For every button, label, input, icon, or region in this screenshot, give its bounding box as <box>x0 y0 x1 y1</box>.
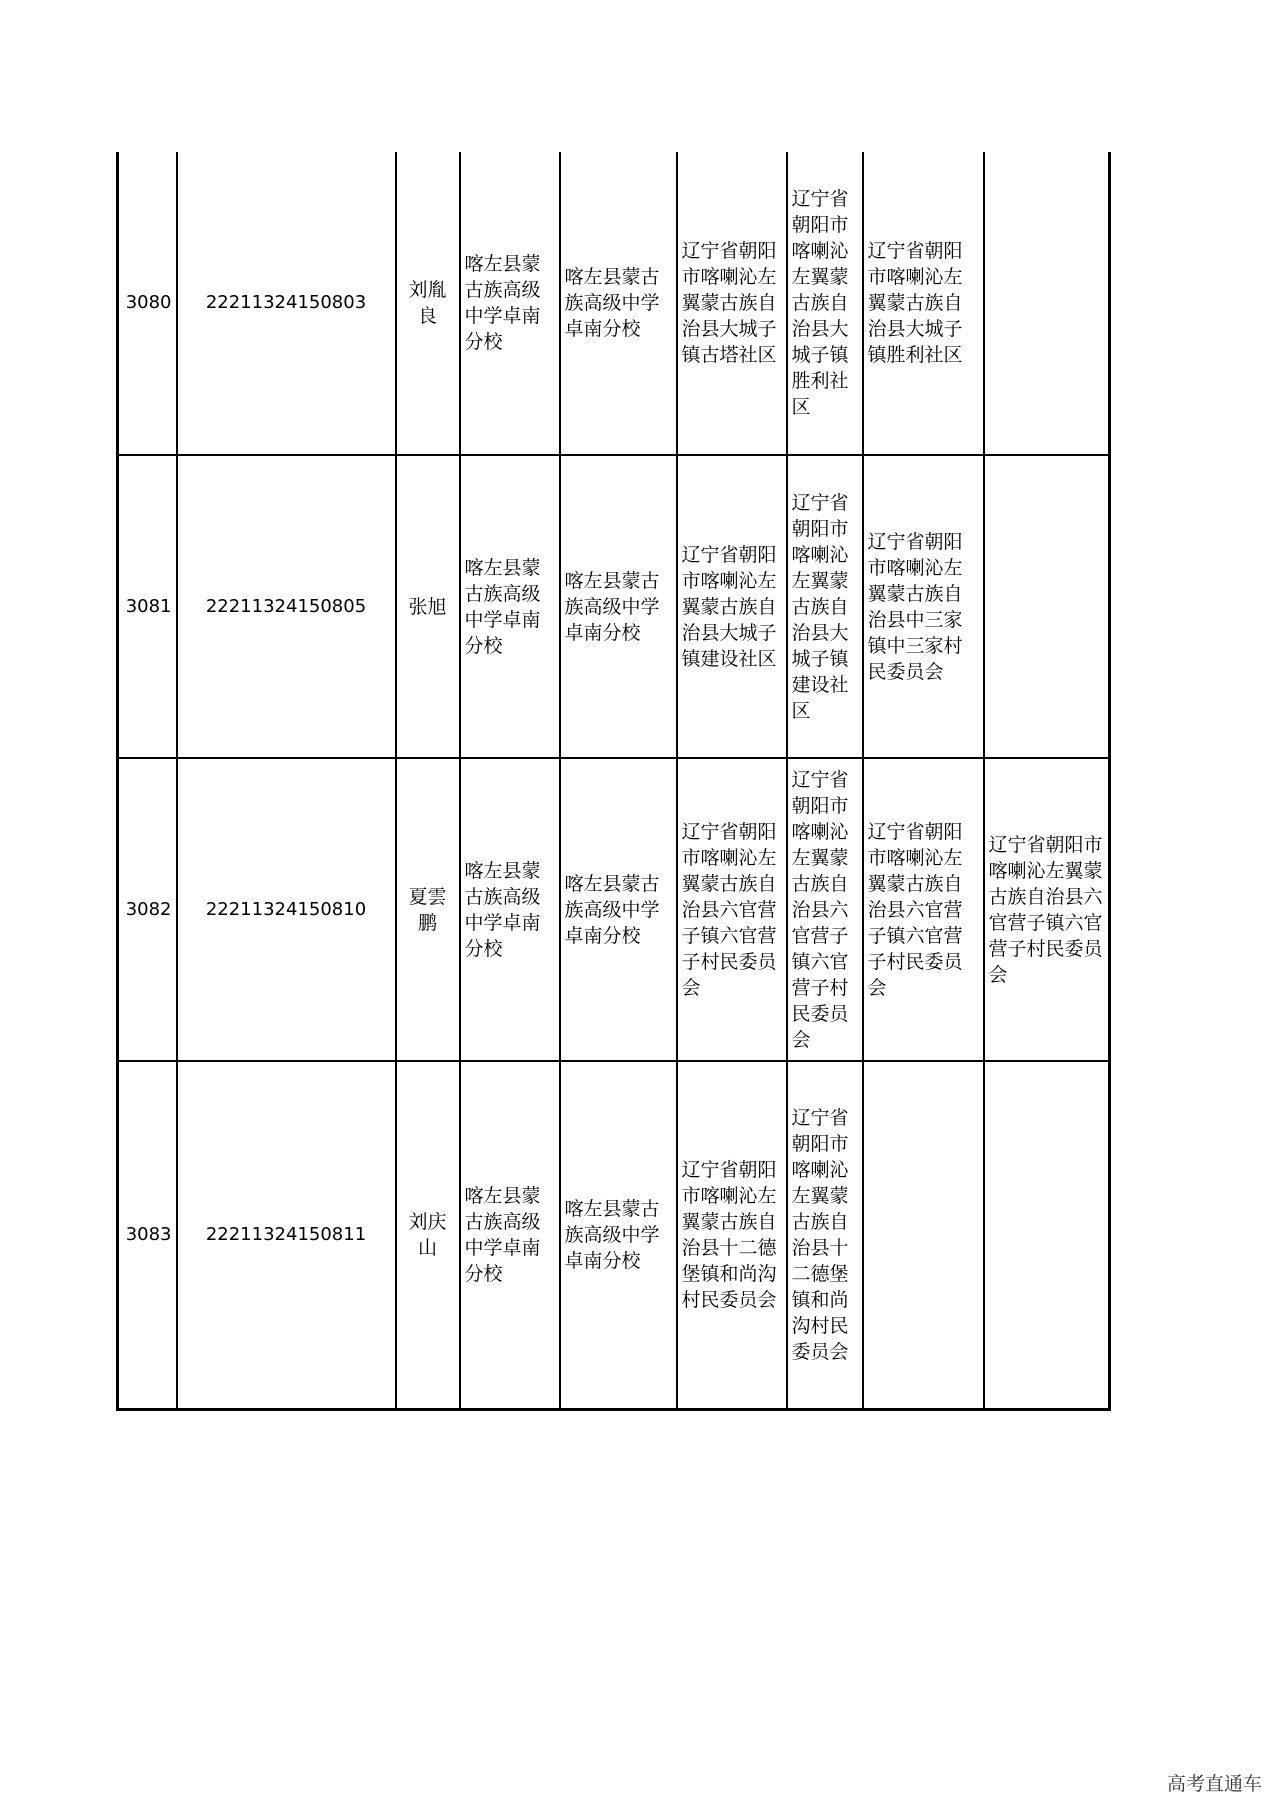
school-cell: 喀左县蒙古族高级中学卓南分校 <box>460 1061 560 1409</box>
address-cell-4: 辽宁省朝阳市喀喇沁左翼蒙古族自治县六官营子镇六官营子村民委员会 <box>984 758 1110 1061</box>
address-cell-1: 辽宁省朝阳市喀喇沁左翼蒙古族自治县十二德堡镇和尚沟村民委员会 <box>677 1061 787 1409</box>
exam-number-cell: 22211324150811 <box>177 1061 396 1409</box>
name-cell: 张旭 <box>396 455 460 758</box>
address-cell-3 <box>863 1061 984 1409</box>
seq-cell: 3080 <box>118 152 177 455</box>
school-cell: 喀左县蒙古族高级中学卓南分校 <box>460 152 560 455</box>
table-row <box>118 758 1110 1061</box>
address-cell-2: 辽宁省朝阳市喀喇沁左翼蒙古族自治县大城子镇胜利社区 <box>787 152 863 455</box>
seq-cell: 3082 <box>118 758 177 1061</box>
school-cell: 喀左县蒙古族高级中学卓南分校 <box>460 455 560 758</box>
table-row <box>118 1061 1110 1409</box>
address-cell-4 <box>984 1061 1110 1409</box>
address-cell-3: 辽宁省朝阳市喀喇沁左翼蒙古族自治县中三家镇中三家村民委员会 <box>863 455 984 758</box>
address-cell-1: 辽宁省朝阳市喀喇沁左翼蒙古族自治县六官营子镇六官营子村民委员会 <box>677 758 787 1061</box>
watermark-text: 高考直通车 <box>1166 1773 1262 1795</box>
seq-cell: 3083 <box>118 1061 177 1409</box>
school-cell-2: 喀左县蒙古族高级中学卓南分校 <box>560 455 677 758</box>
school-cell-2: 喀左县蒙古族高级中学卓南分校 <box>560 1061 677 1409</box>
address-cell-2: 辽宁省朝阳市喀喇沁左翼蒙古族自治县六官营子镇六官营子村民委员会 <box>787 758 863 1061</box>
student-table <box>116 152 1111 1411</box>
address-cell-4 <box>984 152 1110 455</box>
address-cell-1: 辽宁省朝阳市喀喇沁左翼蒙古族自治县大城子镇古塔社区 <box>677 152 787 455</box>
exam-number-cell: 22211324150805 <box>177 455 396 758</box>
address-cell-2: 辽宁省朝阳市喀喇沁左翼蒙古族自治县大城子镇建设社区 <box>787 455 863 758</box>
table-row <box>118 455 1110 758</box>
address-cell-2: 辽宁省朝阳市喀喇沁左翼蒙古族自治县十二德堡镇和尚沟村民委员会 <box>787 1061 863 1409</box>
exam-number-cell: 22211324150803 <box>177 152 396 455</box>
name-cell: 刘庆山 <box>396 1061 460 1409</box>
seq-cell: 3081 <box>118 455 177 758</box>
address-cell-3: 辽宁省朝阳市喀喇沁左翼蒙古族自治县大城子镇胜利社区 <box>863 152 984 455</box>
table-row <box>118 152 1110 455</box>
school-cell-2: 喀左县蒙古族高级中学卓南分校 <box>560 152 677 455</box>
address-cell-1: 辽宁省朝阳市喀喇沁左翼蒙古族自治县大城子镇建设社区 <box>677 455 787 758</box>
school-cell: 喀左县蒙古族高级中学卓南分校 <box>460 758 560 1061</box>
address-cell-4 <box>984 455 1110 758</box>
name-cell: 夏雲鹏 <box>396 758 460 1061</box>
exam-number-cell: 22211324150810 <box>177 758 396 1061</box>
address-cell-3: 辽宁省朝阳市喀喇沁左翼蒙古族自治县六官营子镇六官营子村民委员会 <box>863 758 984 1061</box>
name-cell: 刘胤良 <box>396 152 460 455</box>
school-cell-2: 喀左县蒙古族高级中学卓南分校 <box>560 758 677 1061</box>
